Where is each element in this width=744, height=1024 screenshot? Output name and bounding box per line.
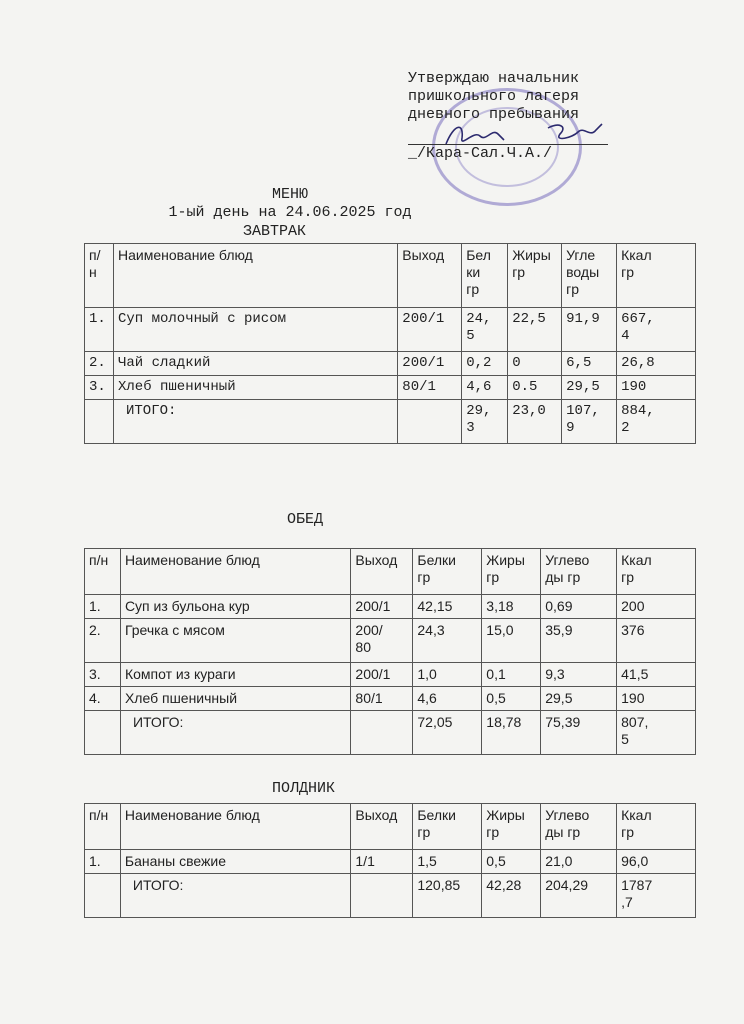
breakfast-title: ЗАВТРАК — [243, 223, 307, 240]
table-cell: 884, 2 — [617, 400, 696, 444]
table-cell: 200/1 — [398, 308, 462, 352]
table-cell — [85, 874, 121, 918]
lunch-row — [85, 663, 696, 687]
table-cell — [85, 400, 114, 444]
column-header: Ккал гр — [617, 244, 696, 308]
snack-table — [84, 803, 696, 918]
table-cell: Гречка с мясом — [120, 619, 350, 663]
table-cell: 24,3 — [413, 619, 482, 663]
column-header: Углево ды гр — [541, 549, 617, 595]
table-cell: 9,3 — [541, 663, 617, 687]
lunch-row — [85, 619, 696, 663]
table-cell: 29, 3 — [462, 400, 508, 444]
table-cell: 18,78 — [482, 711, 541, 755]
table-cell: 3. — [85, 376, 114, 400]
table-cell: 3,18 — [482, 595, 541, 619]
lunch-row — [85, 687, 696, 711]
table-cell — [398, 400, 462, 444]
table-cell: 200/1 — [351, 595, 413, 619]
approval-line-3: дневного пребывания — [408, 106, 580, 123]
table-cell: Компот из кураги — [120, 663, 350, 687]
table-cell: ИТОГО: — [120, 874, 350, 918]
table-cell: 26,8 — [617, 352, 696, 376]
table-cell: 0,1 — [482, 663, 541, 687]
table-cell: 190 — [617, 687, 696, 711]
handwritten-signature — [440, 118, 610, 154]
column-header: Жиры гр — [482, 804, 541, 850]
table-cell: 2. — [85, 352, 114, 376]
menu-title: МЕНЮ — [271, 186, 308, 203]
breakfast-row — [85, 308, 696, 352]
menu-subtitle: 1-ый день на 24.06.2025 год — [168, 204, 412, 221]
table-cell: 4,6 — [413, 687, 482, 711]
column-header: Наименование блюд — [113, 244, 397, 308]
snack-header-row — [85, 804, 696, 850]
table-cell: 0,2 — [462, 352, 508, 376]
table-cell: 2. — [85, 619, 121, 663]
column-header: п/н — [85, 549, 121, 595]
table-cell: 3. — [85, 663, 121, 687]
column-header: п/н — [85, 804, 121, 850]
table-cell: 42,28 — [482, 874, 541, 918]
table-cell: 1. — [85, 595, 121, 619]
column-header: Ккал гр — [617, 549, 696, 595]
table-cell: 1,5 — [413, 850, 482, 874]
approval-line-1: Утверждаю начальник — [408, 70, 580, 87]
table-cell: 96,0 — [617, 850, 696, 874]
table-cell: 72,05 — [413, 711, 482, 755]
table-cell: Хлеб пшеничный — [113, 376, 397, 400]
table-cell: 376 — [617, 619, 696, 663]
breakfast-row — [85, 352, 696, 376]
table-cell — [85, 711, 121, 755]
table-cell: 75,39 — [541, 711, 617, 755]
table-cell: 24, 5 — [462, 308, 508, 352]
breakfast-row — [85, 400, 696, 444]
table-cell: 0,5 — [482, 687, 541, 711]
approval-signer: _/Кара-Сал.Ч.А./ — [408, 145, 553, 162]
table-cell — [351, 874, 413, 918]
column-header: п/ н — [85, 244, 114, 308]
table-cell: 667, 4 — [617, 308, 696, 352]
table-cell — [351, 711, 413, 755]
table-cell: 29,5 — [562, 376, 617, 400]
column-header: Углево ды гр — [541, 804, 617, 850]
table-cell: 0.5 — [508, 376, 562, 400]
table-cell: 200/1 — [398, 352, 462, 376]
breakfast-table — [84, 243, 696, 444]
table-cell: ИТОГО: — [113, 400, 397, 444]
column-header: Жиры гр — [482, 549, 541, 595]
table-cell: 4. — [85, 687, 121, 711]
table-cell: 15,0 — [482, 619, 541, 663]
snack-row — [85, 850, 696, 874]
snack-title: ПОЛДНИК — [272, 780, 336, 797]
table-cell: 1787 ,7 — [617, 874, 696, 918]
table-cell: 1,0 — [413, 663, 482, 687]
column-header: Ккал гр — [617, 804, 696, 850]
table-cell: 190 — [617, 376, 696, 400]
table-cell: 23,0 — [508, 400, 562, 444]
approval-line-2: пришкольного лагеря — [408, 88, 580, 105]
table-cell: 80/1 — [398, 376, 462, 400]
table-cell: 4,6 — [462, 376, 508, 400]
snack-row — [85, 874, 696, 918]
table-cell: 35,9 — [541, 619, 617, 663]
table-cell: 1. — [85, 850, 121, 874]
column-header: Бел ки гр — [462, 244, 508, 308]
column-header: Наименование блюд — [120, 549, 350, 595]
table-cell: Суп из бульона кур — [120, 595, 350, 619]
column-header: Белки гр — [413, 549, 482, 595]
table-cell: 204,29 — [541, 874, 617, 918]
table-cell: 1/1 — [351, 850, 413, 874]
breakfast-header-row — [85, 244, 696, 308]
table-cell: 80/1 — [351, 687, 413, 711]
table-cell: 41,5 — [617, 663, 696, 687]
lunch-row — [85, 711, 696, 755]
column-header: Выход — [351, 549, 413, 595]
table-cell: 0,5 — [482, 850, 541, 874]
table-cell: 29,5 — [541, 687, 617, 711]
table-cell: 200 — [617, 595, 696, 619]
lunch-row — [85, 595, 696, 619]
column-header: Наименование блюд — [120, 804, 350, 850]
column-header: Белки гр — [413, 804, 482, 850]
table-cell: 807, 5 — [617, 711, 696, 755]
table-cell: 1. — [85, 308, 114, 352]
column-header: Угле воды гр — [562, 244, 617, 308]
table-cell: 91,9 — [562, 308, 617, 352]
table-cell: Бананы свежие — [120, 850, 350, 874]
table-cell: 6,5 — [562, 352, 617, 376]
table-cell: 200/1 — [351, 663, 413, 687]
breakfast-row — [85, 376, 696, 400]
table-cell: ИТОГО: — [120, 711, 350, 755]
column-header: Жиры гр — [508, 244, 562, 308]
table-cell: 0 — [508, 352, 562, 376]
table-cell: 200/ 80 — [351, 619, 413, 663]
lunch-title: ОБЕД — [287, 511, 324, 528]
table-cell: Суп молочный с рисом — [113, 308, 397, 352]
table-cell: 120,85 — [413, 874, 482, 918]
column-header: Выход — [351, 804, 413, 850]
table-cell: 42,15 — [413, 595, 482, 619]
table-cell: 22,5 — [508, 308, 562, 352]
table-cell: Чай сладкий — [113, 352, 397, 376]
column-header: Выход — [398, 244, 462, 308]
table-cell: Хлеб пшеничный — [120, 687, 350, 711]
table-cell: 107, 9 — [562, 400, 617, 444]
table-cell: 21,0 — [541, 850, 617, 874]
table-cell: 0,69 — [541, 595, 617, 619]
lunch-table — [84, 548, 696, 755]
lunch-header-row — [85, 549, 696, 595]
